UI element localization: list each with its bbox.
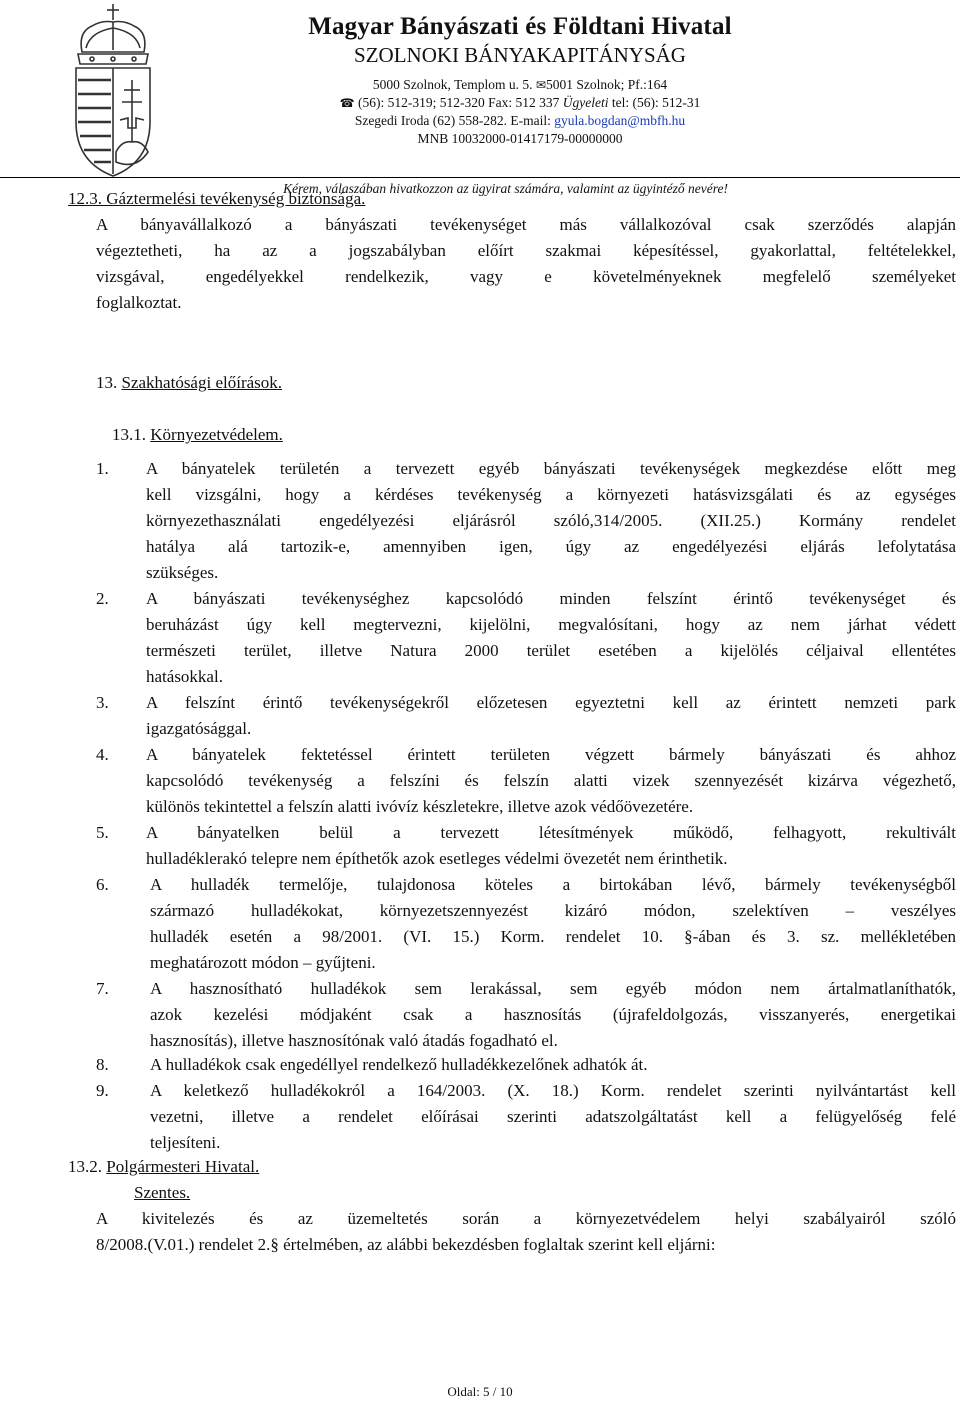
list-item-line: származó hulladékokat, környezetszennyezést kizáró módon, szelektíven – veszélyes bbox=[150, 901, 956, 920]
list-item-number: 8. bbox=[96, 1055, 109, 1074]
list-item-line: környezethasználati engedélyezési eljárásról szóló,314/2005. (XII.25.) Kormány rendelet bbox=[146, 511, 956, 530]
coat-of-arms-icon bbox=[70, 2, 156, 180]
list-item-line: A hulladék termelője, tulajdonosa köteles a birtokában lévő, bármely tevékenységből bbox=[150, 875, 956, 894]
list-item bbox=[146, 586, 956, 690]
email-link[interactable]: gyula.bogdan@mbfh.hu bbox=[554, 113, 686, 128]
heading-13-2 bbox=[68, 1154, 259, 1180]
office-line bbox=[240, 112, 800, 130]
list-item-line: hatálya alá tartozik-e, amennyiben igen, úgy az engedélyezési eljárás lefolytatása bbox=[146, 537, 956, 556]
list-item-line: meghatározott módon – gyűjteni. bbox=[150, 953, 376, 972]
list-item-line: természeti terület, illetve Natura 2000 terület esetében a kijelölés céljaival ellentétes bbox=[146, 641, 956, 660]
list-item bbox=[146, 456, 956, 586]
list-item-line: hatásokkal. bbox=[146, 667, 223, 686]
paragraph-12-3 bbox=[96, 212, 956, 316]
heading-title: Szakhatósági előírások. bbox=[121, 373, 283, 392]
list-item-number: 5. bbox=[96, 823, 109, 842]
letterhead bbox=[240, 12, 800, 148]
list-item bbox=[150, 872, 956, 976]
list-item-line: A bányatelek területén a tervezett egyéb bányászati tevékenységek megkezdése előtt meg bbox=[146, 459, 956, 478]
duty-phone: tel: (56): 512-31 bbox=[611, 95, 701, 110]
list-item-line: azok kezelési módjaként csak a hasznosítás (újrafeldolgozás, visszanyerés, energetikai bbox=[150, 1005, 956, 1024]
postal-address: 5001 Szolnok; Pf.:164 bbox=[545, 77, 668, 92]
subheading-szentes: Szentes. bbox=[134, 1183, 191, 1202]
list-item-line: A bányatelken belül a tervezett létesítmények működő, felhagyott, rekultivált bbox=[146, 823, 956, 842]
heading-title: Környezetvédelem. bbox=[150, 425, 283, 444]
list-item-number: 6. bbox=[96, 875, 109, 894]
list-item-line: szükséges. bbox=[146, 563, 219, 582]
paragraph-line: foglalkoztat. bbox=[96, 293, 182, 312]
list-item-line: kell vizsgálni, hogy a kérdéses tevékenység a környezeti hatásvizsgálati és az egységes bbox=[146, 485, 956, 504]
paragraph-line: végeztetheti, ha az a jogszabályban előírt szakmai képesítéssel, gyakorlattal, feltételekkel, bbox=[96, 241, 956, 260]
reference-notice: Kérem, válaszában hivatkozzon az ügyirat számára, valamint az ügyintéző nevére! bbox=[283, 181, 728, 196]
list-item-number: 4. bbox=[96, 745, 109, 764]
paragraph-line: vizsgával, engedélyekkel rendelkezik, vagy e követelményeknek megfelelő személyeket bbox=[96, 267, 956, 286]
list-item-line: A hulladékok csak engedéllyel rendelkező hulladékkezelőnek adhatók át. bbox=[150, 1055, 648, 1074]
address-line bbox=[240, 76, 800, 94]
list-item bbox=[146, 690, 956, 742]
list-item-line: A bányászati tevékenységhez kapcsolódó minden felszínt érintő tevékenységet és bbox=[146, 589, 956, 608]
heading-number: 13. bbox=[96, 373, 122, 392]
office-phone: Szegedi Iroda (62) 558-282. E-mail: bbox=[354, 113, 555, 128]
list-item-number: 1. bbox=[96, 459, 109, 478]
list-item-line: hulladék esetén a 98/2001. (VI. 15.) Korm. rendelet 10. §-ában és 3. sz. mellékletében bbox=[150, 927, 956, 946]
list-item-line: hasznosítás), illetve hasznosítónak való átadás fogadható el. bbox=[150, 1031, 558, 1050]
list-item-number: 2. bbox=[96, 589, 109, 608]
street-address: 5000 Szolnok, Templom u. 5. bbox=[372, 77, 533, 92]
list-item bbox=[150, 1052, 956, 1078]
list-item-line: igazgatósággal. bbox=[146, 719, 252, 738]
organization-name: Magyar Bányászati és Földtani Hivatal bbox=[308, 13, 732, 40]
list-item bbox=[150, 1078, 956, 1156]
telephone-icon: ☎ bbox=[339, 96, 355, 110]
heading-12-3: 12.3. Gáztermelési tevékenység biztonsága. bbox=[68, 189, 366, 208]
heading-13 bbox=[96, 370, 282, 396]
organization-unit: SZOLNOKI BÁNYAKAPITÁNYSÁG bbox=[354, 43, 686, 67]
list-item-line: A keletkező hulladékokról a 164/2003. (X. 18.) Korm. rendelet szerinti nyilvántartást kell bbox=[150, 1081, 956, 1100]
list-item-line: A felszínt érintő tevékenységekről előzetesen egyeztetni kell az érintett nemzeti park bbox=[146, 693, 956, 712]
envelope-icon: ✉ bbox=[535, 78, 546, 92]
paragraph-line: A bányavállalkozó a bányászati tevékenységet más vállalkozóval csak szerződés alapján bbox=[96, 215, 956, 234]
list-item-number: 7. bbox=[96, 979, 109, 998]
paragraph-13-2 bbox=[96, 1206, 956, 1258]
phone-fax: (56): 512-319; 512-320 Fax: 512 337 bbox=[357, 95, 560, 110]
list-item bbox=[146, 820, 956, 872]
header-divider bbox=[0, 177, 960, 178]
list-item bbox=[146, 742, 956, 820]
list-item-line: kapcsolódó tevékenység a felszíni és felszín alatti vizek szennyezését kizárva végezhető, bbox=[146, 771, 956, 790]
list-item-line: teljesíteni. bbox=[150, 1133, 221, 1152]
bank-account: MNB 10032000-01417179-00000000 bbox=[417, 131, 623, 146]
heading-number: 13.1. bbox=[112, 425, 151, 444]
list-item bbox=[150, 976, 956, 1054]
heading-13-1 bbox=[112, 422, 283, 448]
paragraph-line: A kivitelezés és az üzemeltetés során a környezetvédelem helyi szabályairól szóló bbox=[96, 1209, 956, 1228]
heading-title: Polgármesteri Hivatal. bbox=[106, 1157, 260, 1176]
list-item-line: A bányatelek fektetéssel érintett területen végzett bármely bányászati és ahhoz bbox=[146, 745, 956, 764]
list-item-line: hulladéklerakó telepre nem építhetők azok esetleges védelmi övezetét nem érinthetik. bbox=[146, 849, 728, 868]
list-item-line: különös tekintettel a felszín alatti ivóvíz készletekre, illetve azok védőövezetére. bbox=[146, 797, 694, 816]
heading-number: 13.2. bbox=[68, 1157, 107, 1176]
list-item-line: A hasznosítható hulladékok sem lerakással, sem egyéb módon nem ártalmatlaníthatók, bbox=[150, 979, 956, 998]
duty-label: Ügyeleti bbox=[562, 95, 609, 110]
list-item-number: 9. bbox=[96, 1081, 109, 1100]
page-number: Oldal: 5 / 10 bbox=[447, 1384, 513, 1399]
phone-line bbox=[240, 94, 800, 112]
paragraph-line: 8/2008.(V.01.) rendelet 2.§ értelmében, az alábbi bekezdésben foglaltak szerint kell eljárni: bbox=[96, 1235, 716, 1254]
list-item-line: beruházást úgy kell megtervezni, kijelölni, megvalósítani, hogy az nem járhat védett bbox=[146, 615, 956, 634]
list-item-line: vezetni, illetve a rendelet előírásai szerinti adatszolgáltatást kell a felügyelőség felé bbox=[150, 1107, 956, 1126]
list-item-number: 3. bbox=[96, 693, 109, 712]
